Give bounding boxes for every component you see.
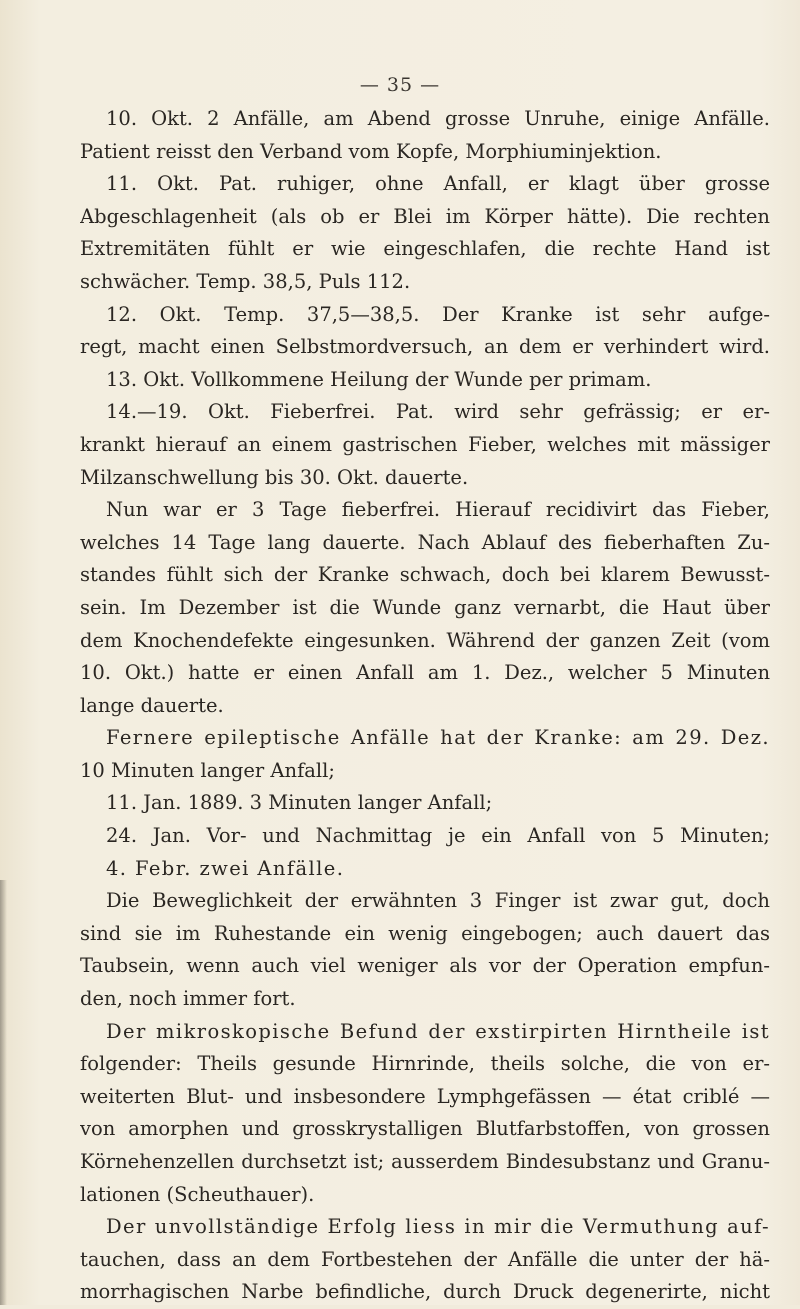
text-line: 10 Minuten langer Anfall;	[80, 758, 335, 782]
text-line: regt, macht einen Selbstmordversuch, an dem er verhindert wird.	[80, 335, 770, 359]
text-line: standes fühlt sich der Kranke schwach, doch bei klarem Bewusst-	[80, 563, 770, 587]
text-line: Milzanschwellung bis 30. Okt. dauerte.	[80, 465, 469, 489]
page-edge-shadow	[0, 880, 7, 1305]
text-line: Fernere epileptische Anfälle hat der Kranke: am 29. Dez.	[106, 726, 770, 750]
text-line: 11. Okt. Pat. ruhiger, ohne Anfall, er klagt über grosse	[106, 172, 770, 196]
text-line: Die Beweglichkeit der erwähnten 3 Finger ist zwar gut, doch	[106, 889, 770, 913]
text-line: 24. Jan. Vor- und Nachmittag je ein Anfall von 5 Minuten;	[106, 824, 770, 848]
text-line: Abgeschlagenheit (als ob er Blei im Körper hätte). Die rechten	[80, 204, 770, 228]
text-line: Körnehenzellen durchsetzt ist; ausserdem Bindesubstanz und Granu-	[80, 1150, 770, 1173]
text-line: Patient reisst den Verband vom Kopfe, Morphiuminjektion.	[80, 139, 662, 163]
text-line: 10. Okt. 2 Anfälle, am Abend grosse Unruhe, einige Anfälle.	[106, 107, 770, 130]
text-line: 12. Okt. Temp. 37,5—38,5. Der Kranke ist sehr aufge-	[106, 302, 770, 326]
text-line: 14.—19. Okt. Fieberfrei. Pat. wird sehr gefrässig; er er-	[106, 400, 770, 424]
text-line: weiterten Blut- und insbesondere Lymphgefässen — état criblé —	[80, 1084, 770, 1108]
text-line: 11. Jan. 1889. 3 Minuten langer Anfall;	[106, 791, 493, 815]
text-line: morrhagischen Narbe befindliche, durch Druck degenerirte, nicht	[80, 1280, 770, 1304]
page-number: — 35 —	[359, 74, 441, 96]
text-line: Taubsein, wenn auch viel weniger als vor der Operation empfun-	[80, 954, 770, 978]
text-line: sind sie im Ruhestande ein wenig eingebogen; auch dauert das	[80, 921, 770, 945]
text-line: Extremitäten fühlt er wie eingeschlafen, die rechte Hand ist	[80, 237, 770, 261]
text-line: lange dauerte.	[80, 693, 224, 717]
text-line: krankt hierauf an einem gastrischen Fieber, welches mit mässiger	[80, 432, 770, 456]
text-line: dem Knochendefekte eingesunken. Während der ganzen Zeit (vom	[80, 628, 770, 652]
text-line: 4. Febr. zwei Anfälle.	[106, 856, 345, 880]
text-line: folgender: Theils gesunde Hirnrinde, theils solche, die von er-	[80, 1052, 770, 1076]
text-line: schwächer. Temp. 38,5, Puls 112.	[80, 269, 411, 293]
text-line: lationen (Scheuthauer).	[80, 1182, 315, 1206]
text-line: sein. Im Dezember ist die Wunde ganz vernarbt, die Haut über	[80, 595, 770, 619]
text-line: Der unvollständige Erfolg liess in mir die Vermuthung auf-	[106, 1215, 770, 1239]
body-text	[80, 103, 770, 1309]
text-line: den, noch immer fort.	[80, 987, 296, 1011]
text-line: Der mikroskopische Befund der exstirpirten Hirntheile ist	[106, 1019, 770, 1043]
text-line: 10. Okt.) hatte er einen Anfall am 1. Dez., welcher 5 Minuten	[80, 661, 770, 685]
text-line: von amorphen und grosskrystalligen Blutfarbstoffen, von grossen	[80, 1117, 770, 1141]
text-line: Nun war er 3 Tage fieberfrei. Hierauf recidivirt das Fieber,	[106, 498, 770, 522]
text-line: tauchen, dass an dem Fortbestehen der Anfälle die unter der hä-	[80, 1247, 770, 1271]
text-line: 13. Okt. Vollkommene Heilung der Wunde per primam.	[106, 367, 652, 391]
text-line: welches 14 Tage lang dauerte. Nach Ablauf des fieberhaften Zu-	[80, 530, 770, 554]
